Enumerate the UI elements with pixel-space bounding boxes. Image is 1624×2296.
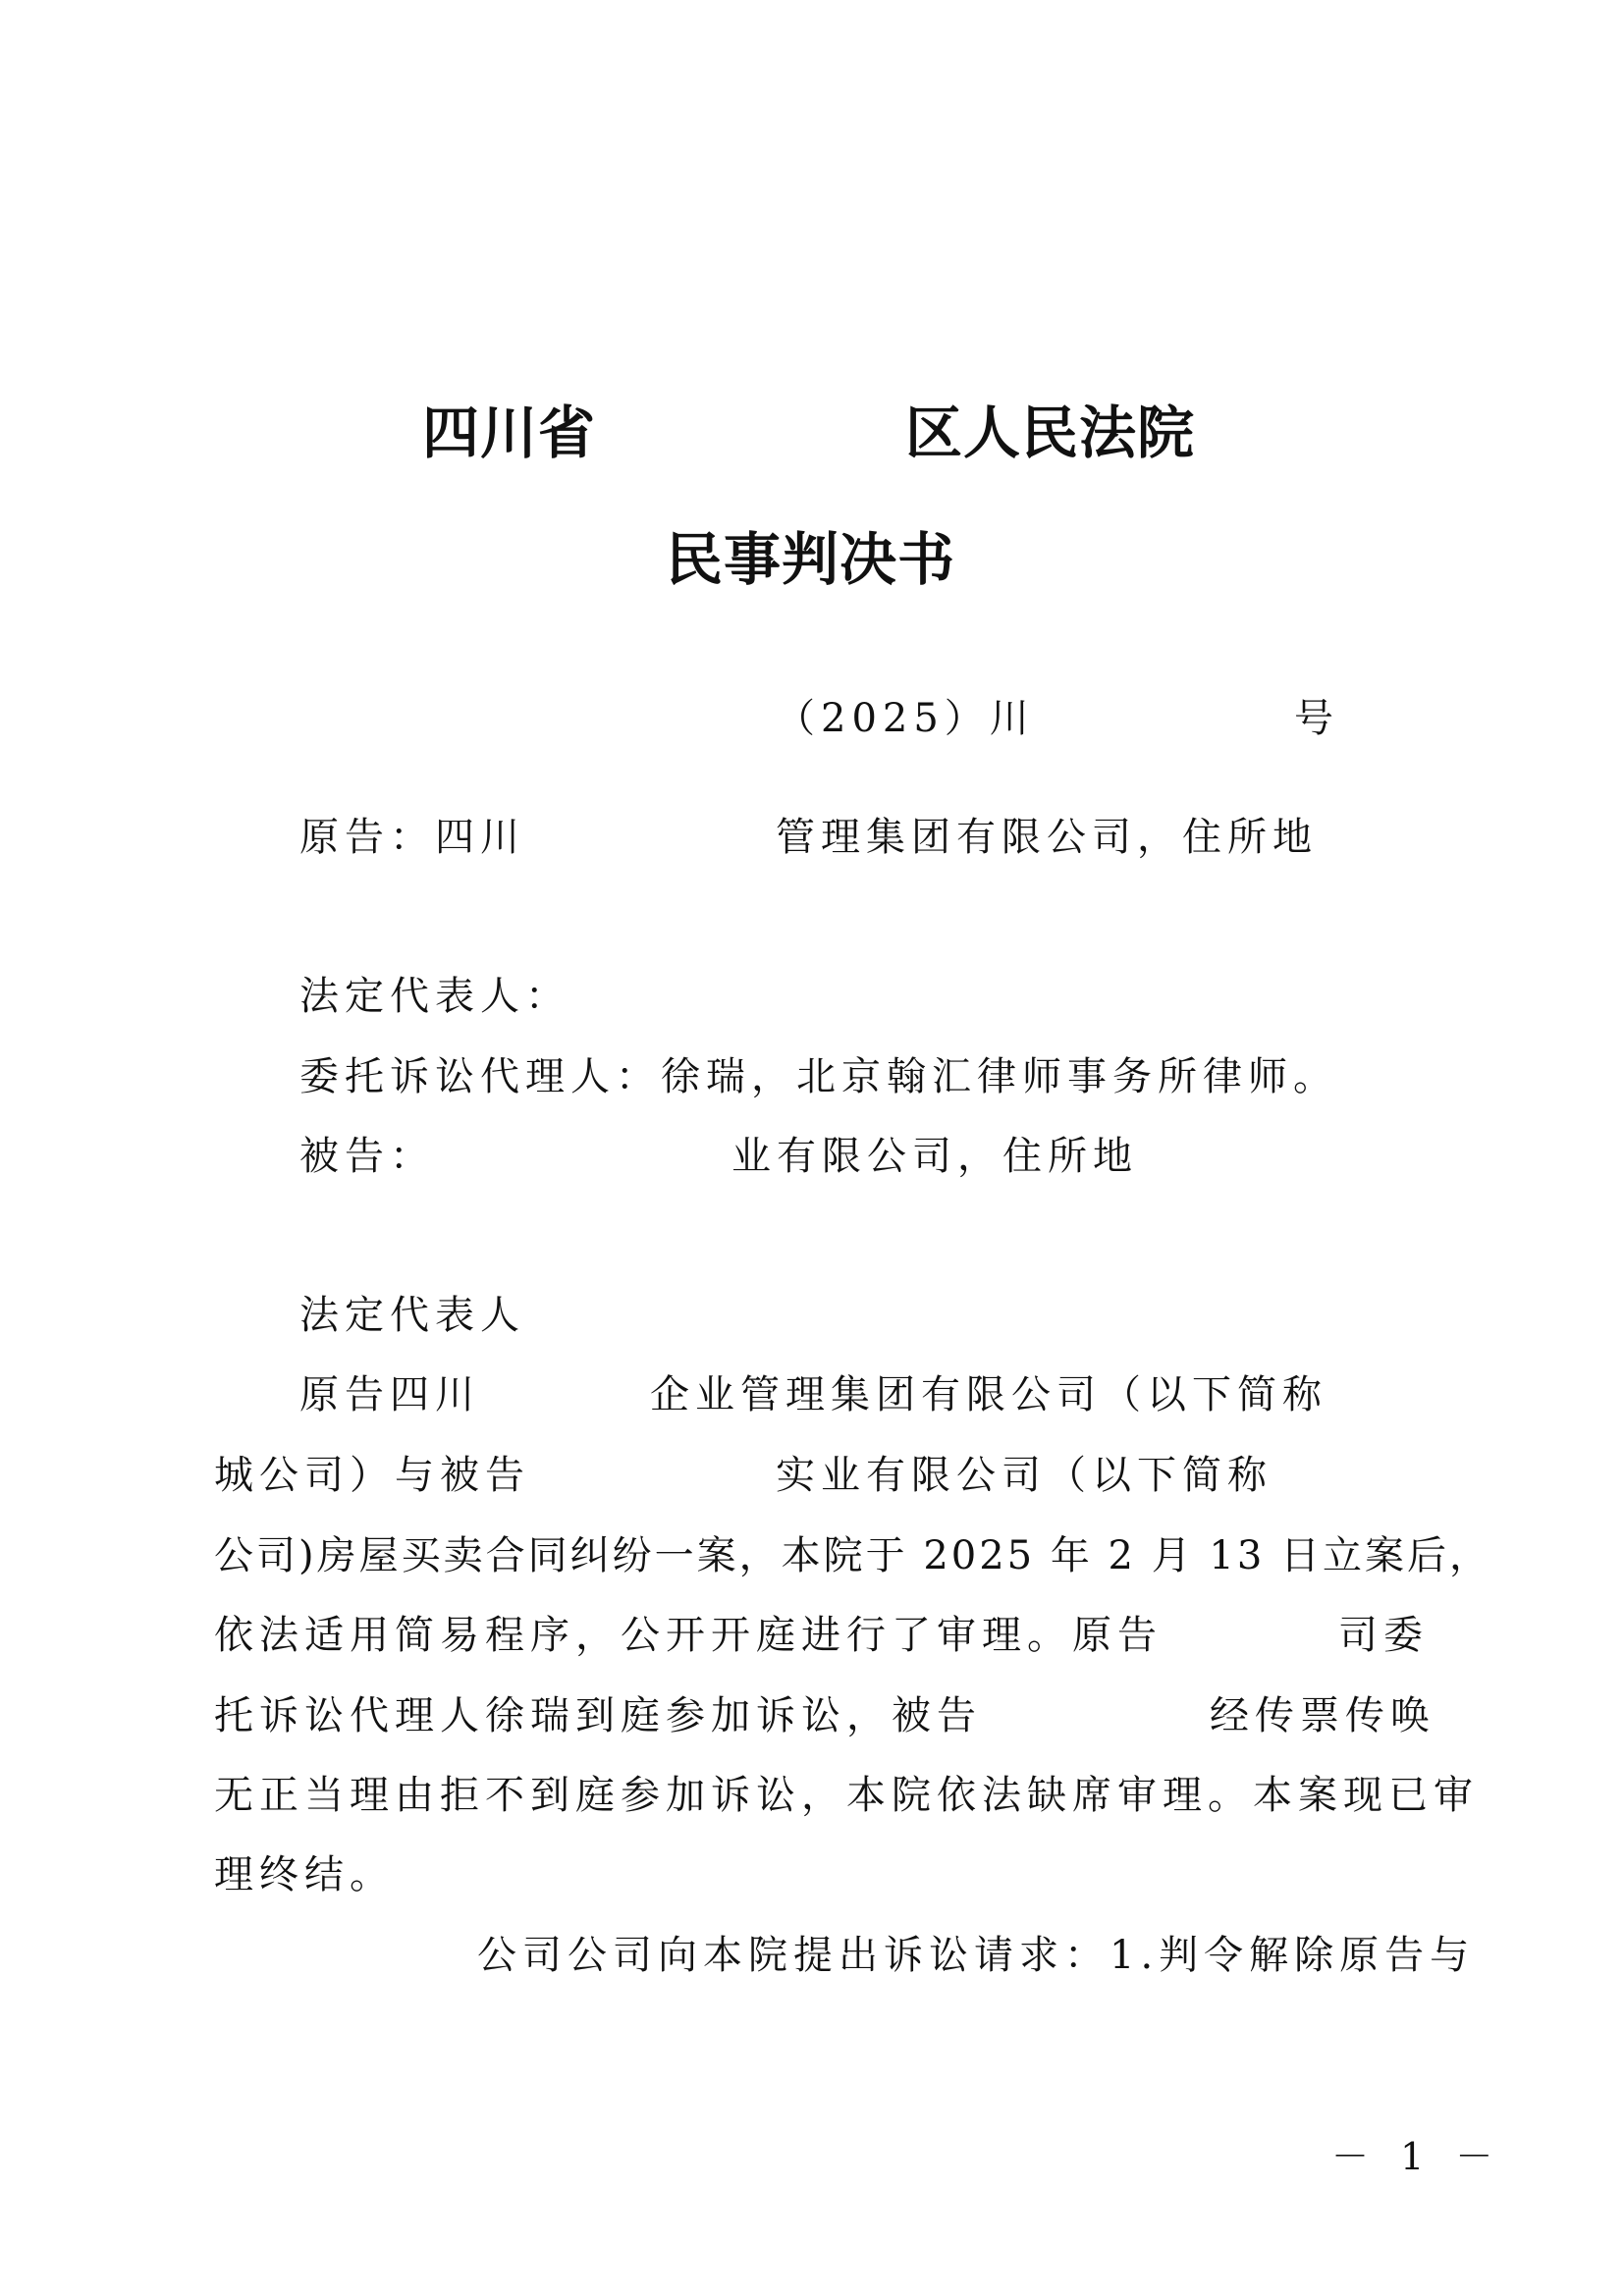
page-number: － 1 － xyxy=(1331,2135,1503,2178)
court-name-right: 区人民法院 xyxy=(905,400,1196,466)
paragraph-1-line-2-b: 实业有限公司（以下简称 xyxy=(776,1453,1272,1498)
defendant-legal-representative: 法定代表人 xyxy=(299,1293,525,1338)
case-number-left: （2025）川 xyxy=(776,696,1035,741)
plaintiff-label: 原告：四川 xyxy=(299,815,525,860)
paragraph-1-line-7: 理终结。 xyxy=(214,1852,395,1897)
paragraph-1-line-3: 公司)房屋买卖合同纠纷一案，本院于 2025 年 2 月 13 日立案后， xyxy=(214,1533,1492,1578)
defendant-name: 业有限公司，住所地 xyxy=(731,1134,1138,1179)
paragraph-1-line-6: 无正当理由拒不到庭参加诉讼，本院依法缺席审理。本案现已审 xyxy=(214,1773,1479,1818)
paragraph-1-line-1-b: 企业管理集团有限公司（以下简称 xyxy=(650,1372,1327,1417)
defendant-label: 被告： xyxy=(299,1134,435,1179)
litigation-agent: 委托诉讼代理人：徐瑞，北京翰汇律师事务所律师。 xyxy=(299,1054,1338,1099)
plaintiff-legal-representative: 法定代表人： xyxy=(299,974,570,1019)
paragraph-2-line-1: 公司公司向本院提出诉讼请求：1.判令解除原告与 xyxy=(477,1933,1476,1978)
paragraph-1-line-2-a: 城公司）与被告 xyxy=(214,1453,530,1498)
plaintiff-name: 管理集团有限公司，住所地 xyxy=(776,815,1318,860)
case-number-suffix: 号 xyxy=(1294,696,1339,741)
paragraph-1-line-4-b: 司委 xyxy=(1338,1613,1429,1658)
court-name-left: 四川省 xyxy=(422,400,597,466)
paragraph-1-line-5-a: 托诉讼代理人徐瑞到庭参加诉讼，被告 xyxy=(214,1693,982,1738)
paragraph-1-line-1-a: 原告四川 xyxy=(299,1372,480,1417)
paragraph-1-line-4-a: 依法适用简易程序，公开开庭进行了审理。原告 xyxy=(214,1613,1163,1658)
document-type-title: 民事判决书 xyxy=(666,526,956,593)
paragraph-1-line-5-b: 经传票传唤 xyxy=(1210,1693,1435,1738)
